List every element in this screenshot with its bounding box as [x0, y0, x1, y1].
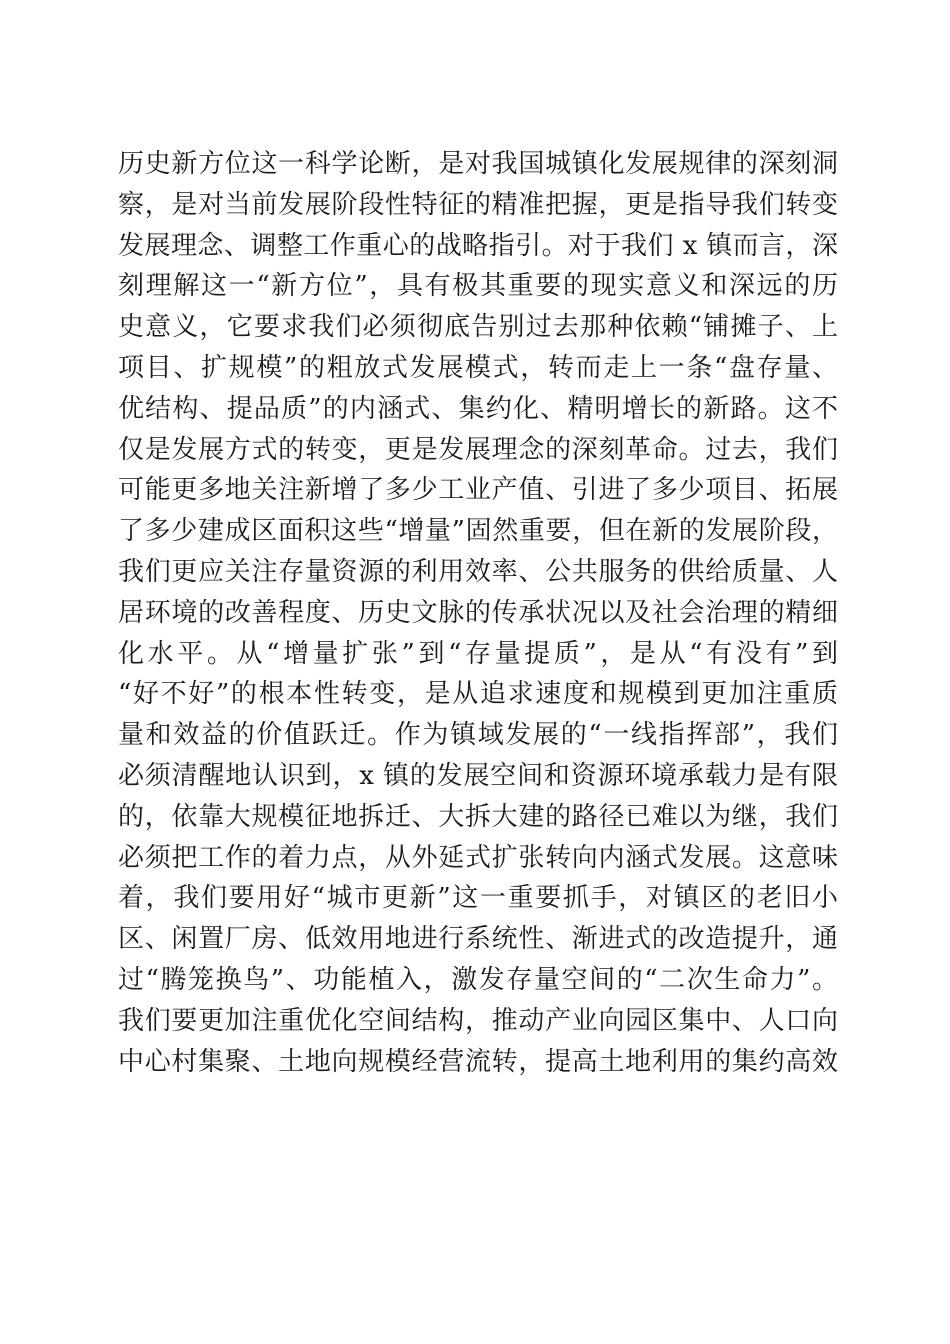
text-line-23: 中心村集聚、土地向规模经营流转，提高土地利用的集约高效 — [118, 1046, 838, 1077]
body-paragraph — [118, 144, 838, 1082]
text-line-1: 历史新方位这一科学论断，是对我国城镇化发展规律的深刻洞 — [118, 149, 838, 179]
text-line-9: 可能更多地关注新增了多少工业产值、引进了多少项目、拓展 — [118, 475, 838, 506]
text-line-20: 区、闲置厂房、低效用地进行系统性、渐进式的改造提升，通 — [118, 924, 838, 955]
text-line-12: 居环境的改善程度、历史文脉的传承状况以及社会治理的精细 — [118, 597, 838, 628]
text-line-6: 项目、扩规模”的粗放式发展模式，转而走上一条“盘存量、 — [118, 352, 838, 383]
text-line-15: 量和效益的价值跃迁。作为镇域发展的“一线指挥部”，我们 — [118, 720, 838, 751]
text-line-7: 优结构、提品质”的内涵式、集约化、精明增长的新路。这不 — [118, 393, 838, 424]
text-line-13: 化水平。从“增量扩张”到“存量提质”，是从“有没有”到 — [118, 638, 838, 669]
text-line-16: 必须清醒地认识到，x 镇的发展空间和资源环境承载力是有限 — [118, 760, 838, 791]
text-line-3: 发展理念、调整工作重心的战略指引。对于我们 x 镇而言，深 — [118, 230, 838, 261]
text-line-4: 刻理解这一“新方位”，具有极其重要的现实意义和深远的历 — [118, 271, 838, 302]
text-line-18: 必须把工作的着力点，从外延式扩张转向内涵式发展。这意味 — [118, 842, 838, 873]
text-line-2: 察，是对当前发展阶段性特征的精准把握，更是指导我们转变 — [118, 189, 838, 220]
text-line-11: 我们更应关注存量资源的利用效率、公共服务的供给质量、人 — [118, 556, 838, 587]
text-line-5: 史意义，它要求我们必须彻底告别过去那种依赖“铺摊子、上 — [118, 312, 838, 343]
text-line-22: 我们要更加注重优化空间结构，推动产业向园区集中、人口向 — [118, 1005, 838, 1036]
text-line-10: 了多少建成区面积这些“增量”固然重要，但在新的发展阶段， — [118, 516, 838, 547]
text-line-14: “好不好”的根本性转变，是从追求速度和规模到更加注重质 — [118, 679, 838, 710]
text-line-19: 着，我们要用好“城市更新”这一重要抓手，对镇区的老旧小 — [118, 883, 838, 914]
text-line-17: 的，依靠大规模征地拆迁、大拆大建的路径已难以为继，我们 — [118, 801, 838, 832]
text-line-8: 仅是发展方式的转变，更是发展理念的深刻革命。过去，我们 — [118, 434, 838, 465]
text-line-21: 过“腾笼换鸟”、功能植入，激发存量空间的“二次生命力”。 — [118, 964, 838, 995]
